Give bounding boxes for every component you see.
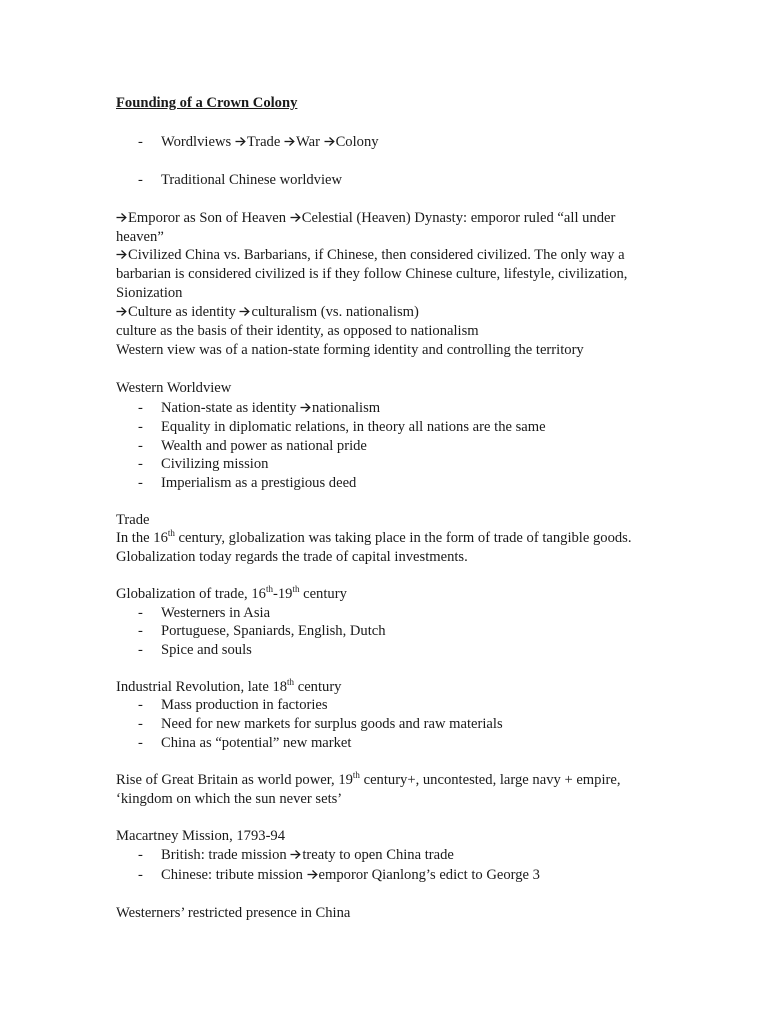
section-heading: Globalization of trade, 16th-19th century [116, 584, 347, 602]
text-line: Emporor as Son of Heaven Celestial (Heaven) Dynasty: emporor ruled “all under [116, 209, 615, 228]
right-arrow-icon [300, 400, 311, 418]
bullet-marker: - [138, 735, 143, 751]
section-heading: Westerners’ restricted presence in China [116, 905, 351, 921]
text-line: Western view was of a nation-state forming identity and controlling the territory [116, 342, 584, 358]
text-line: Civilized China vs. Barbarians, if Chinese, then considered civilized. The only way a [116, 246, 625, 265]
text-line: heaven” [116, 229, 164, 245]
list-item: Nation-state as identity nationalism [161, 399, 380, 418]
bullet-marker: - [138, 134, 143, 150]
list-item: Traditional Chinese worldview [161, 172, 343, 188]
list-item: Civilizing mission [161, 456, 269, 472]
text-line: Globalization today regards the trade of capital investments. [116, 549, 468, 565]
list-item: Chinese: tribute mission emporor Qianlong’s edict to George 3 [161, 866, 540, 885]
list-item: Westerners in Asia [161, 605, 271, 621]
text-line: barbarian is considered civilized is if they follow Chinese culture, lifestyle, civilization, [116, 266, 628, 282]
section-heading: Western Worldview [116, 380, 232, 396]
section-heading: Industrial Revolution, late 18th century [116, 677, 342, 695]
list-item: China as “potential” new market [161, 735, 352, 751]
right-arrow-icon [239, 304, 250, 322]
right-arrow-icon [324, 134, 335, 152]
bullet-marker: - [138, 642, 143, 658]
bullet-marker: - [138, 419, 143, 435]
bullet-marker: - [138, 475, 143, 491]
text-line: Rise of Great Britain as world power, 19th century+, uncontested, large navy + empire, [116, 770, 621, 788]
list-item: Imperialism as a prestigious deed [161, 475, 357, 491]
list-item: Wordlviews Trade War Colony [161, 133, 379, 152]
bullet-marker: - [138, 697, 143, 713]
text-line: Culture as identity culturalism (vs. nationalism) [116, 303, 419, 322]
list-item: Mass production in factories [161, 697, 328, 713]
list-item: Need for new markets for surplus goods and raw materials [161, 716, 503, 732]
text-line: In the 16th century, globalization was taking place in the form of trade of tangible goods. [116, 528, 632, 546]
right-arrow-icon [290, 847, 301, 865]
list-item: British: trade mission treaty to open China trade [161, 846, 454, 865]
bullet-marker: - [138, 716, 143, 732]
list-item: Spice and souls [161, 642, 252, 658]
section-heading: Trade [116, 512, 150, 528]
list-item: Portuguese, Spaniards, English, Dutch [161, 623, 386, 639]
bullet-marker: - [138, 867, 143, 883]
right-arrow-icon [116, 210, 127, 228]
bullet-marker: - [138, 400, 143, 416]
bullet-marker: - [138, 623, 143, 639]
right-arrow-icon [235, 134, 246, 152]
text-line: culture as the basis of their identity, as opposed to nationalism [116, 323, 479, 339]
bullet-marker: - [138, 847, 143, 863]
bullet-marker: - [138, 172, 143, 188]
right-arrow-icon [290, 210, 301, 228]
right-arrow-icon [116, 247, 127, 265]
bullet-marker: - [138, 605, 143, 621]
text-line: Sionization [116, 285, 183, 301]
section-heading: Macartney Mission, 1793-94 [116, 828, 286, 844]
right-arrow-icon [307, 867, 318, 885]
right-arrow-icon [116, 304, 127, 322]
list-item: Wealth and power as national pride [161, 438, 367, 454]
bullet-marker: - [138, 438, 143, 454]
page-title: Founding of a Crown Colony [116, 95, 298, 111]
list-item: Equality in diplomatic relations, in theory all nations are the same [161, 419, 546, 435]
bullet-marker: - [138, 456, 143, 472]
right-arrow-icon [284, 134, 295, 152]
text-line: ‘kingdom on which the sun never sets’ [116, 791, 343, 807]
